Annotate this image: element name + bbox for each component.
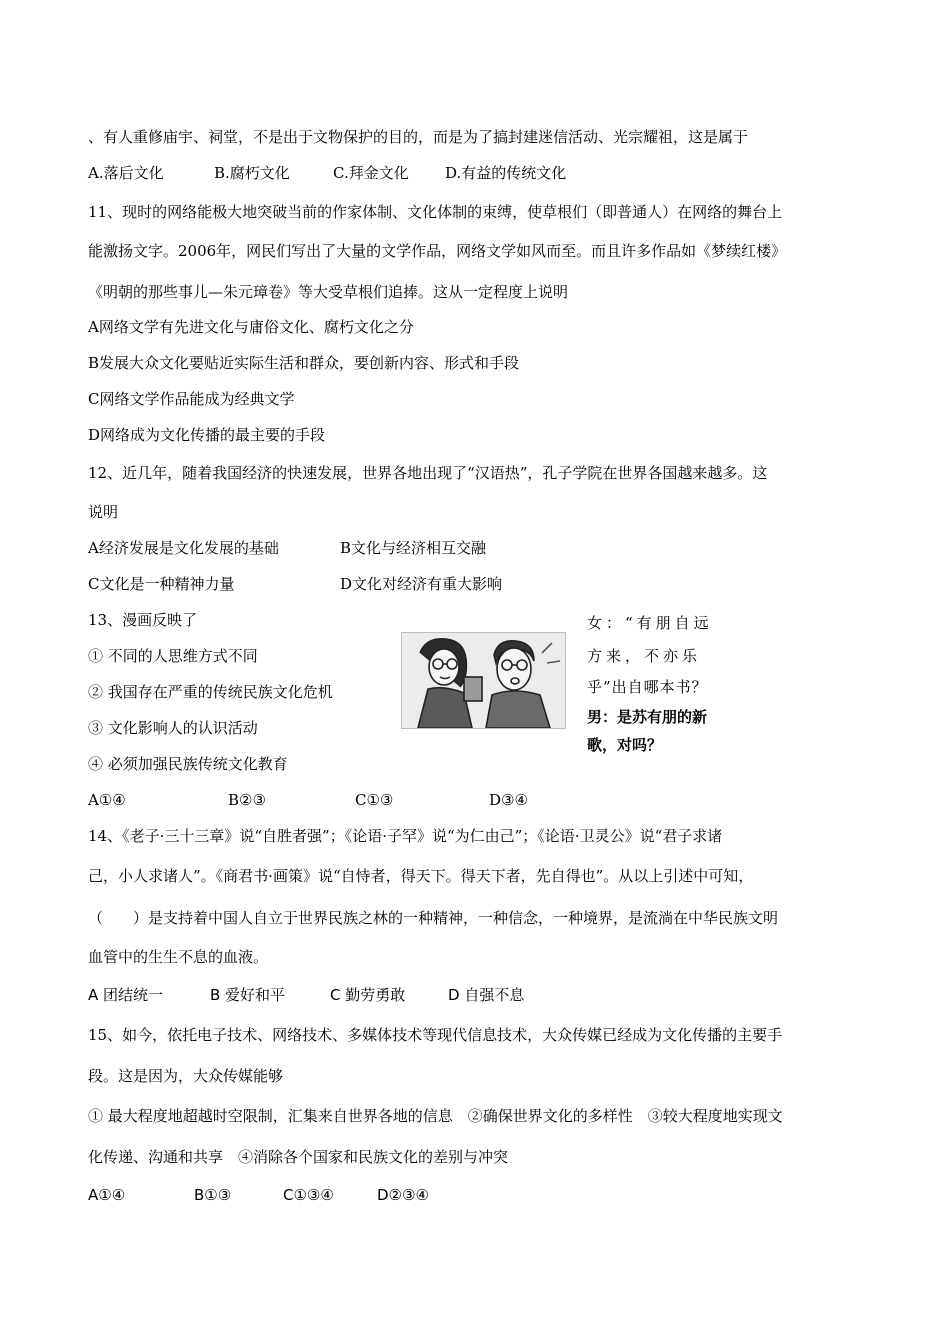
q13-statement-2: ② 我国存在严重的传统民族文化危机 [88,683,333,701]
q13-option-b: B②③ [228,791,266,809]
q11-stem-line-3: 《明朝的那些事儿—朱元璋卷》等大受草根们追捧。这从一定程度上说明 [88,283,569,301]
q13-stem: 13、漫画反映了 [88,611,198,629]
q14-stem-line-1: 14、《老子·三十三章》说“自胜者强”；《论语·子罕》说“为仁由己”；《论语·卫灵公》说“君子求诸 [88,827,723,845]
q14-option-a: A 团结统一 [88,986,164,1004]
cartoon-caption-woman-2: 方来，不亦乐 [587,647,702,665]
q12-option-c: C文化是一种精神力量 [88,575,235,593]
q12-stem-line-1: 12、近几年，随着我国经济的快速发展，世界各地出现了“汉语热”，孔子学院在世界各国越来越多。这 [88,464,768,482]
q13-statement-1: ① 不同的人思维方式不同 [88,647,258,665]
q14-stem-line-2: 己，小人求诸人”。《商君书·画策》说“自恃者，得天下。得天下者，先自得也”。从以上引述中可知， [88,867,754,885]
q12-option-a: A经济发展是文化发展的基础 [88,539,279,557]
q10-stem: 、有人重修庙宇、祠堂，不是出于文物保护的目的，而是为了搞封建迷信活动、光宗耀祖，这是属于 [88,128,749,146]
q13-statement-3: ③ 文化影响人的认识活动 [88,719,258,737]
cartoon-caption-man-2: 歌，对吗？ [587,736,663,754]
q13-option-c: C①③ [355,791,394,809]
q12-stem-line-2: 说明 [88,503,119,521]
q12-option-d: D文化对经济有重大影响 [340,575,503,593]
q14-option-d: D 自强不息 [448,986,525,1004]
q13-option-d: D③④ [489,791,528,809]
q11-stem-line-1: 11、现时的网络能极大地突破当前的作家体制、文化体制的束缚，使草根们（即普通人）在网络的舞台上 [88,203,783,221]
q11-stem-line-2: 能激扬文字。2006年，网民们写出了大量的文学作品，网络文学如风而至。而且许多作品如《梦续红楼》 [88,242,787,260]
q15-stem-line-3: ① 最大程度地超越时空限制，汇集来自世界各地的信息 ②确保世界文化的多样性 ③较大程度地实现文 [88,1107,783,1125]
cartoon-caption-woman-1: 女：“有朋自远 [587,614,713,632]
q10-option-a: A.落后文化 [88,164,164,182]
q12-option-b: B文化与经济相互交融 [340,539,487,557]
q15-option-b: B①③ [194,1186,232,1204]
q10-option-c: C.拜金文化 [333,164,409,182]
q10-option-b: B.腐朽文化 [214,164,290,182]
q15-option-a: A①④ [88,1186,126,1204]
cartoon-image [401,632,566,729]
q15-option-d: D②③④ [377,1186,429,1204]
q13-statement-4: ④ 必须加强民族传统文化教育 [88,755,288,773]
q13-option-a: A①④ [88,791,126,809]
q11-option-d: D网络成为文化传播的最主要的手段 [88,426,326,444]
q14-stem-line-4: 血管中的生生不息的血液。 [88,948,269,966]
cartoon-caption-woman-3: 乎”出自哪本书？ [587,678,708,696]
cartoon-caption-man-1: 男：是苏有朋的新 [587,708,708,726]
q11-option-c: C网络文学作品能成为经典文学 [88,390,295,408]
q14-option-b: B 爱好和平 [210,986,286,1004]
q15-stem-line-4: 化传递、沟通和共享 ④消除各个国家和民族文化的差别与冲突 [88,1148,509,1166]
q14-stem-line-3: （ ）是支持着中国人自立于世界民族之林的一种精神，一种信念，一种境界，是流淌在中华民族文明 [88,909,779,927]
q15-stem-line-1: 15、如今，依托电子技术、网络技术、多媒体技术等现代信息技术，大众传媒已经成为文化传播的主要手 [88,1026,783,1044]
q15-option-c: C①③④ [283,1186,334,1204]
q11-option-b: B发展大众文化要贴近实际生活和群众，要创新内容、形式和手段 [88,354,520,372]
q14-option-c: C 勤劳勇敢 [330,986,406,1004]
q10-option-d: D.有益的传统文化 [445,164,567,182]
q11-option-a: A网络文学有先进文化与庸俗文化、腐朽文化之分 [88,318,414,336]
q15-stem-line-2: 段。这是因为，大众传媒能够 [88,1067,284,1085]
